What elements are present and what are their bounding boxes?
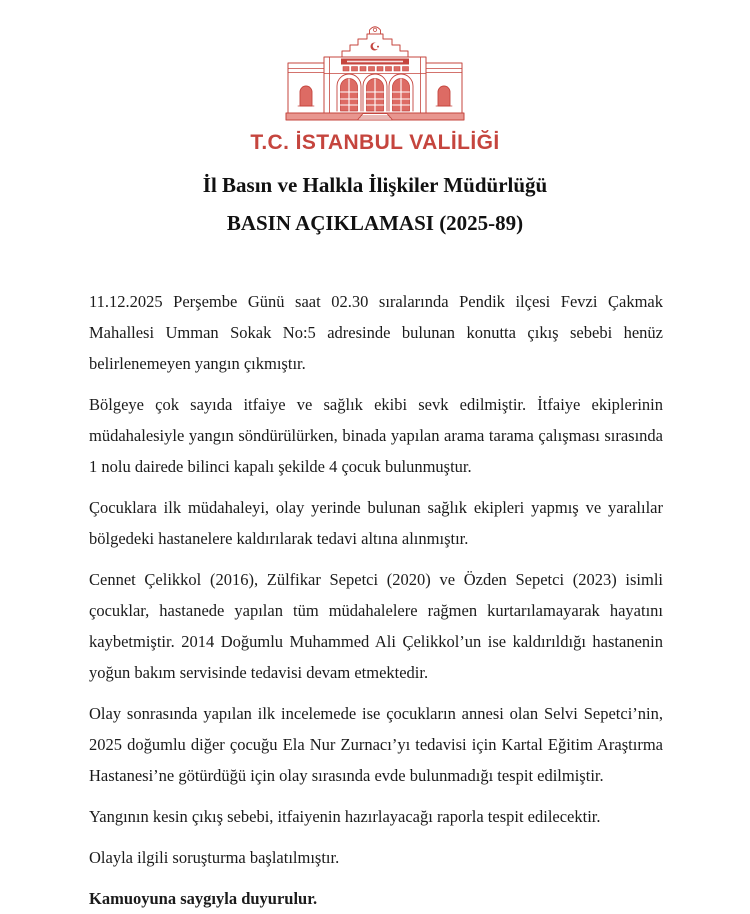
paragraph: Olayla ilgili soruşturma başlatılmıştır. — [89, 848, 340, 867]
governorship-logo — [0, 26, 750, 155]
press-release-title: BASIN AÇIKLAMASI (2025-89) — [226, 211, 524, 235]
paragraph: 11.12.2025 Perşembe Günü saat 02.30 sıralarında Pendik ilçesi Fevzi Çakmak Mahallesi Umman Sokak No:5 adresinde bulunan konutta çıkış sebebi henüz belirlenemeyen yangın çıkmıştır. — [89, 292, 663, 373]
paragraph: Cennet Çelikkol (2016), Zülfikar Sepetci (2020) ve Özden Sepetci (2023) isimli çocuklar, hastanede yapılan tüm müdahalelere rağmen kurtarılamayarak hayatını kaybetmiştir. 2014 Doğumlu Muhammed Ali Çelikkol’un ise kaldırıldığı hastanenin yoğun bakım servisinde tedavisi devam etmektedir. — [89, 570, 663, 682]
paragraph: Olay sonrasında yapılan ilk incelemede ise çocukların annesi olan Selvi Sepetci’nin, 2025 doğumlu diğer çocuğu Ela Nur Zurnacı’yı tedavisi için Kartal Eğitim Araştırma Hastanesi’ne götürdüğü için olay sırasında evde bulunmadığı tespit edilmiştir. — [89, 704, 663, 785]
document-body — [0, 286, 750, 914]
valilik-building-icon — [285, 26, 465, 126]
paragraph: Çocuklara ilk müdahaleyi, olay yerinde bulunan sağlık ekipleri yapmış ve yaralılar bölgedeki hastanelere kaldırılarak tedavi altına alınmıştır. — [89, 498, 663, 548]
closing-statement: Kamuoyuna saygıyla duyurulur. — [89, 889, 318, 908]
paragraph: Yangının kesin çıkış sebebi, itfaiyenin hazırlayacağı raporla tespit edilecektir. — [89, 807, 601, 826]
org-name: T.C. İSTANBUL VALİLİĞİ — [250, 131, 500, 154]
department-heading: İl Basın ve Halkla İlişkiler Müdürlüğü — [202, 173, 548, 197]
paragraph: Bölgeye çok sayıda itfaiye ve sağlık ekibi sevk edilmiştir. İtfaiye ekiplerinin müdahalesiyle yangın söndürülürken, binada yapılan arama tarama çalışması sırasında 1 nolu dairede bilinci kapalı şekilde 4 çocuk bulunmuştur. — [89, 395, 663, 476]
